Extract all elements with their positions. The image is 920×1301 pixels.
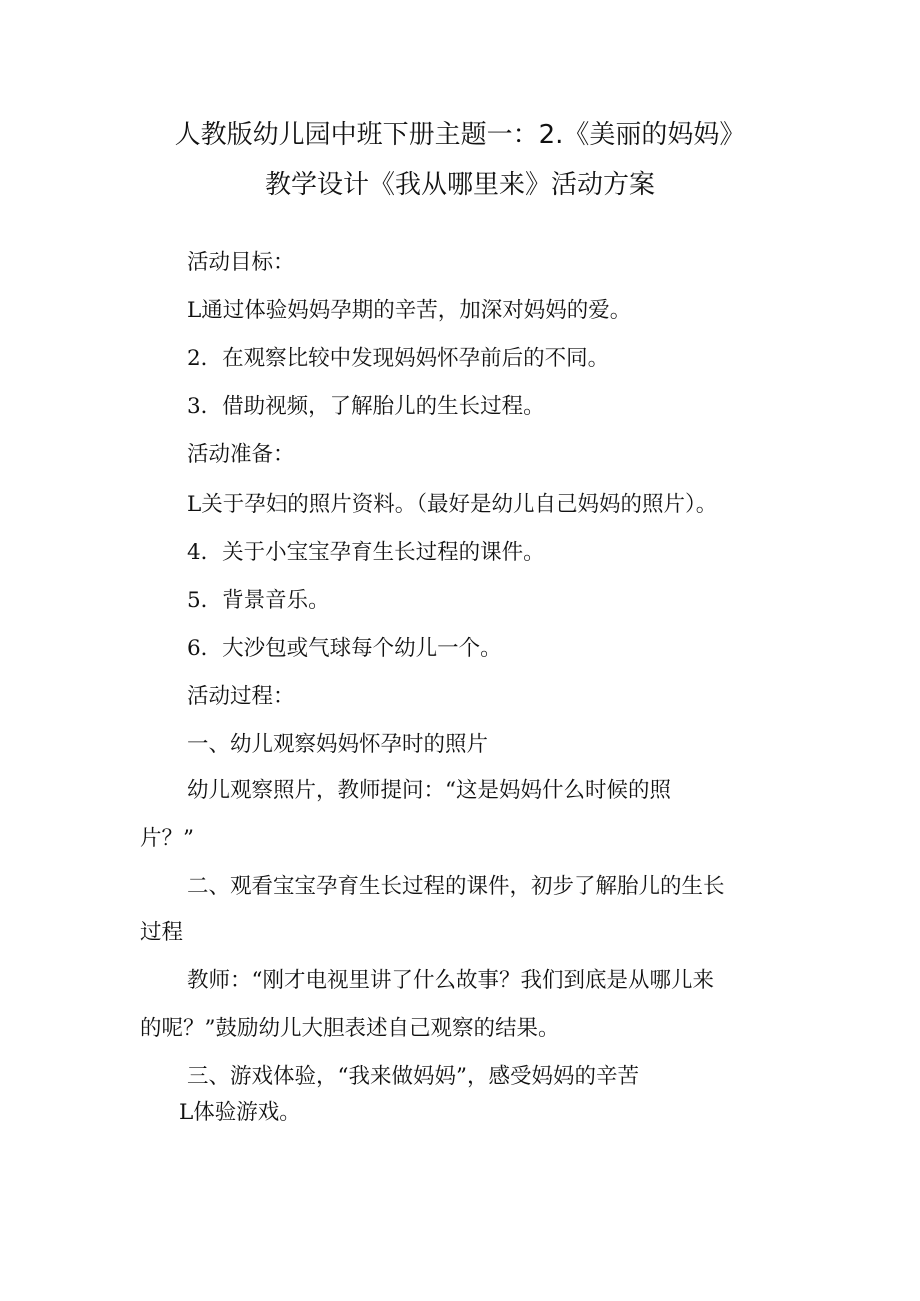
document-title-line-2: 教学设计《我从哪里来》活动方案: [264, 170, 655, 200]
preparation-item-2: 4．关于小宝宝孕育生长过程的课件。: [187, 540, 545, 565]
preparation-item-1: L关于孕妇的照片资料。（最好是幼儿自己妈妈的照片）。: [187, 492, 718, 517]
objective-item-2: 2．在观察比较中发现妈妈怀孕前后的不同。: [187, 346, 610, 371]
process-step-1-heading: 一、幼儿观察妈妈怀孕时的照片: [187, 732, 489, 757]
preparation-item-4: 6．大沙包或气球每个幼儿一个。: [187, 636, 502, 661]
document-title-line-1: 人教版幼儿园中班下册主题一：2.《美丽的妈妈》: [174, 120, 746, 150]
paragraph-line: 片？”: [140, 826, 194, 851]
paragraph-line: 教师：“刚才电视里讲了什么故事？我们到底是从哪儿来: [187, 968, 714, 993]
paragraph-line: L体验游戏。: [179, 1100, 301, 1125]
paragraph-line: 幼儿观察照片，教师提问：“这是妈妈什么时候的照: [187, 778, 671, 803]
section-heading-preparation: 活动准备：: [187, 442, 295, 467]
section-heading-process: 活动过程：: [187, 684, 295, 709]
objective-item-3: 3．借助视频，了解胎儿的生长过程。: [187, 394, 545, 419]
section-heading-objectives: 活动目标：: [187, 250, 295, 275]
paragraph-line: 过程: [140, 920, 184, 945]
objective-item-1: L通过体验妈妈孕期的辛苦，加深对妈妈的爱。: [187, 298, 632, 323]
preparation-item-3: 5．背景音乐。: [187, 588, 330, 613]
paragraph-line: 的呢？”鼓励幼儿大胆表述自己观察的结果。: [140, 1016, 560, 1041]
process-step-3-heading: 三、游戏体验，“我来做妈妈”，感受妈妈的辛苦: [187, 1064, 639, 1089]
process-step-2-heading: 二、观看宝宝孕育生长过程的课件，初步了解胎儿的生长: [187, 874, 725, 899]
